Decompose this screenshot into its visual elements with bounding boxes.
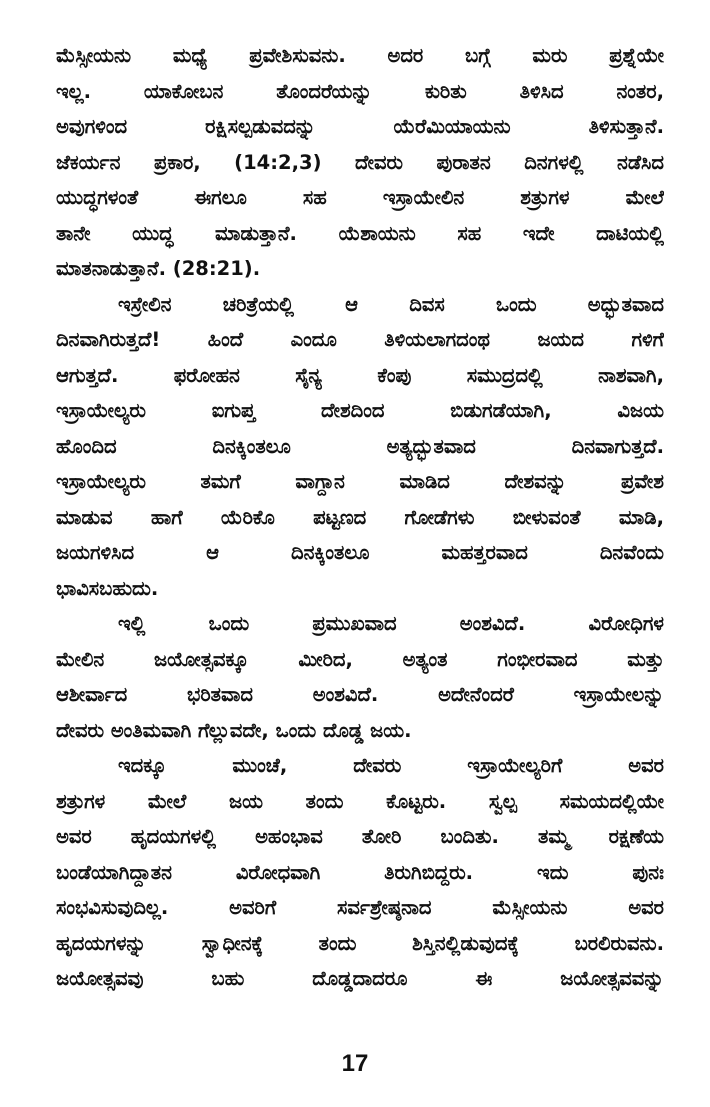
text-line-7: ಮಾತನಾಡುತ್ತಾನೆ. (28:21).	[56, 257, 261, 280]
text-line-10: ಆಗುತ್ತದೆ. ಫರೋಹನ ಸೈನ್ಯ ಕೆಂಪು ಸಮುದ್ರದಲ್ಲಿ ನಾಶವಾಗಿ,	[56, 363, 664, 387]
text-line-1: ಮೆಸ್ಸೀಯನು ಮಧ್ಯೆ ಪ್ರವೇಶಿಸುವನು. ಅದರ ಬಗ್ಗೆ ಮರು ಪ್ರಶ್ನೆಯೇ	[56, 44, 664, 67]
text-line-23: ಅವರ ಹೃದಯಗಳಲ್ಲಿ ಅಹಂಭಾವ ತೋರಿ ಬಂದಿತು. ತಮ್ಮ ರಕ್ಷಣೆಯ	[56, 825, 664, 848]
text-line-19: ಆಶೀರ್ವಾದ ಭರಿತವಾದ ಅಂಶವಿದೆ. ಅದೇನೆಂದರೆ ಇಸ್ರಾಯೇಲನ್ನು	[56, 683, 664, 706]
text-line-13: ಇಸ್ರಾಯೇಲ್ಯರು ತಮಗೆ ವಾಗ್ದಾನ ಮಾಡಿದ ದೇಶವನ್ನು ಪ್ರವೇಶ	[56, 470, 664, 493]
text-line-8: ಇಸ್ರೇಲಿನ ಚರಿತ್ರೆಯಲ್ಲಿ ಆ ದಿವಸ ಒಂದು ಅದ್ಭುತವಾದ	[118, 292, 664, 316]
text-line-15: ಜಯಗಳಿಸಿದ ಆ ದಿನಕ್ಕಿಂತಲೂ ಮಹತ್ತರವಾದ ದಿನವೆಂದು	[56, 541, 664, 564]
text-line-11: ಇಸ್ರಾಯೇಲ್ಯರು ಐಗುಪ್ತ ದೇಶದಿಂದ ಬಿಡುಗಡೆಯಾಗಿ, ವಿಜಯ	[56, 399, 664, 422]
text-line-20: ದೇವರು ಅಂತಿಮವಾಗಿ ಗೆಲ್ಲುವದೇ, ಒಂದು ದೊಡ್ಡ ಜಯ.	[56, 718, 412, 742]
text-line-5: ಯುದ್ಧಗಳಂತೆ ಈಗಲೂ ಸಹ ಇಸ್ರಾಯೇಲಿನ ಶತ್ರುಗಳ ಮೇಲೆ	[56, 186, 664, 209]
text-line-6: ತಾನೇ ಯುದ್ಧ ಮಾಡುತ್ತಾನೆ. ಯೆಶಾಯನು ಸಹ ಇದೇ ದಾಟಿಯಲ್ಲಿ	[56, 221, 664, 245]
text-line-17: ಇಲ್ಲಿ ಒಂದು ಪ್ರಮುಖವಾದ ಅಂಶವಿದೆ. ವಿರೋಧಿಗಳ	[118, 612, 664, 635]
text-line-26: ಹೃದಯಗಳನ್ನು ಸ್ವಾಧೀನಕ್ಕೆ ತಂದು ಶಿಸ್ತಿನಲ್ಲಿಡುವುದಕ್ಕೆ ಬರಲಿರುವನು.	[56, 931, 664, 955]
page-body-text	[56, 38, 664, 997]
text-line-12: ಹೊಂದಿದ ದಿನಕ್ಕಿಂತಲೂ ಅತ್ಯದ್ಭುತವಾದ ದಿನವಾಗುತ್ತದೆ.	[56, 434, 664, 458]
text-line-18: ಮೇಲಿನ ಜಯೋತ್ಸವಕ್ಕೂ ಮೀರಿದ, ಅತ್ಯಂತ ಗಂಭೀರವಾದ ಮತ್ತು	[56, 647, 664, 671]
text-line-14: ಮಾಡುವ ಹಾಗೆ ಯೆರಿಕೊ ಪಟ್ಟಣದ ಗೋಡೆಗಳು ಬೀಳುವಂತೆ ಮಾಡಿ,	[56, 505, 664, 529]
text-line-27: ಜಯೋತ್ಸವವು ಬಹು ದೊಡ್ಡದಾದರೂ ಈ ಜಯೋತ್ಸವವನ್ನು	[56, 967, 664, 990]
text-line-9: ದಿನವಾಗಿರುತ್ತದೆ! ಹಿಂದೆ ಎಂದೂ ತಿಳಿಯಲಾಗದಂಥ ಜಯದ ಗಳಿಗೆ	[56, 328, 664, 351]
text-line-24: ಬಂಡೆಯಾಗಿದ್ದಾತನ ವಿರೋಧವಾಗಿ ತಿರುಗಿಬಿದ್ದರು. ಇದು ಪುನಃ	[56, 860, 664, 884]
text-line-22: ಶತ್ರುಗಳ ಮೇಲೆ ಜಯ ತಂದು ಕೊಟ್ಟರು. ಸ್ವಲ್ಪ ಸಮಯದಲ್ಲಿಯೇ	[56, 789, 664, 813]
text-line-3: ಅವುಗಳಿಂದ ರಕ್ಷಿಸಲ್ಪಡುವದನ್ನು ಯೆರೆಮಿಯಾಯನು ತಿಳಿಸುತ್ತಾನೆ.	[56, 115, 664, 138]
text-line-25: ಸಂಭವಿಸುವುದಿಲ್ಲ. ಅವರಿಗೆ ಸರ್ವಶ್ರೇಷ್ಠನಾದ ಮೆಸ್ಸೀಯನು ಅವರ	[56, 896, 664, 919]
text-line-16: ಭಾವಿಸಬಹುದು.	[56, 576, 159, 600]
page-number: 17	[341, 1050, 369, 1077]
text-line-2: ಇಲ್ಲ. ಯಾಕೋಬನ ತೊಂದರೆಯನ್ನು ಕುರಿತು ತಿಳಿಸಿದ ನಂತರ,	[56, 79, 664, 103]
text-line-21: ಇದಕ್ಕೂ ಮುಂಚೆ, ದೇವರು ಇಸ್ರಾಯೇಲ್ಯರಿಗೆ ಅವರ	[118, 754, 664, 777]
text-line-4: ಜೆಕರ್ಯನ ಪ್ರಕಾರ, (14:2,3) ದೇವರು ಪುರಾತನ ದಿನಗಳಲ್ಲಿ ನಡೆಸಿದ	[56, 150, 664, 174]
